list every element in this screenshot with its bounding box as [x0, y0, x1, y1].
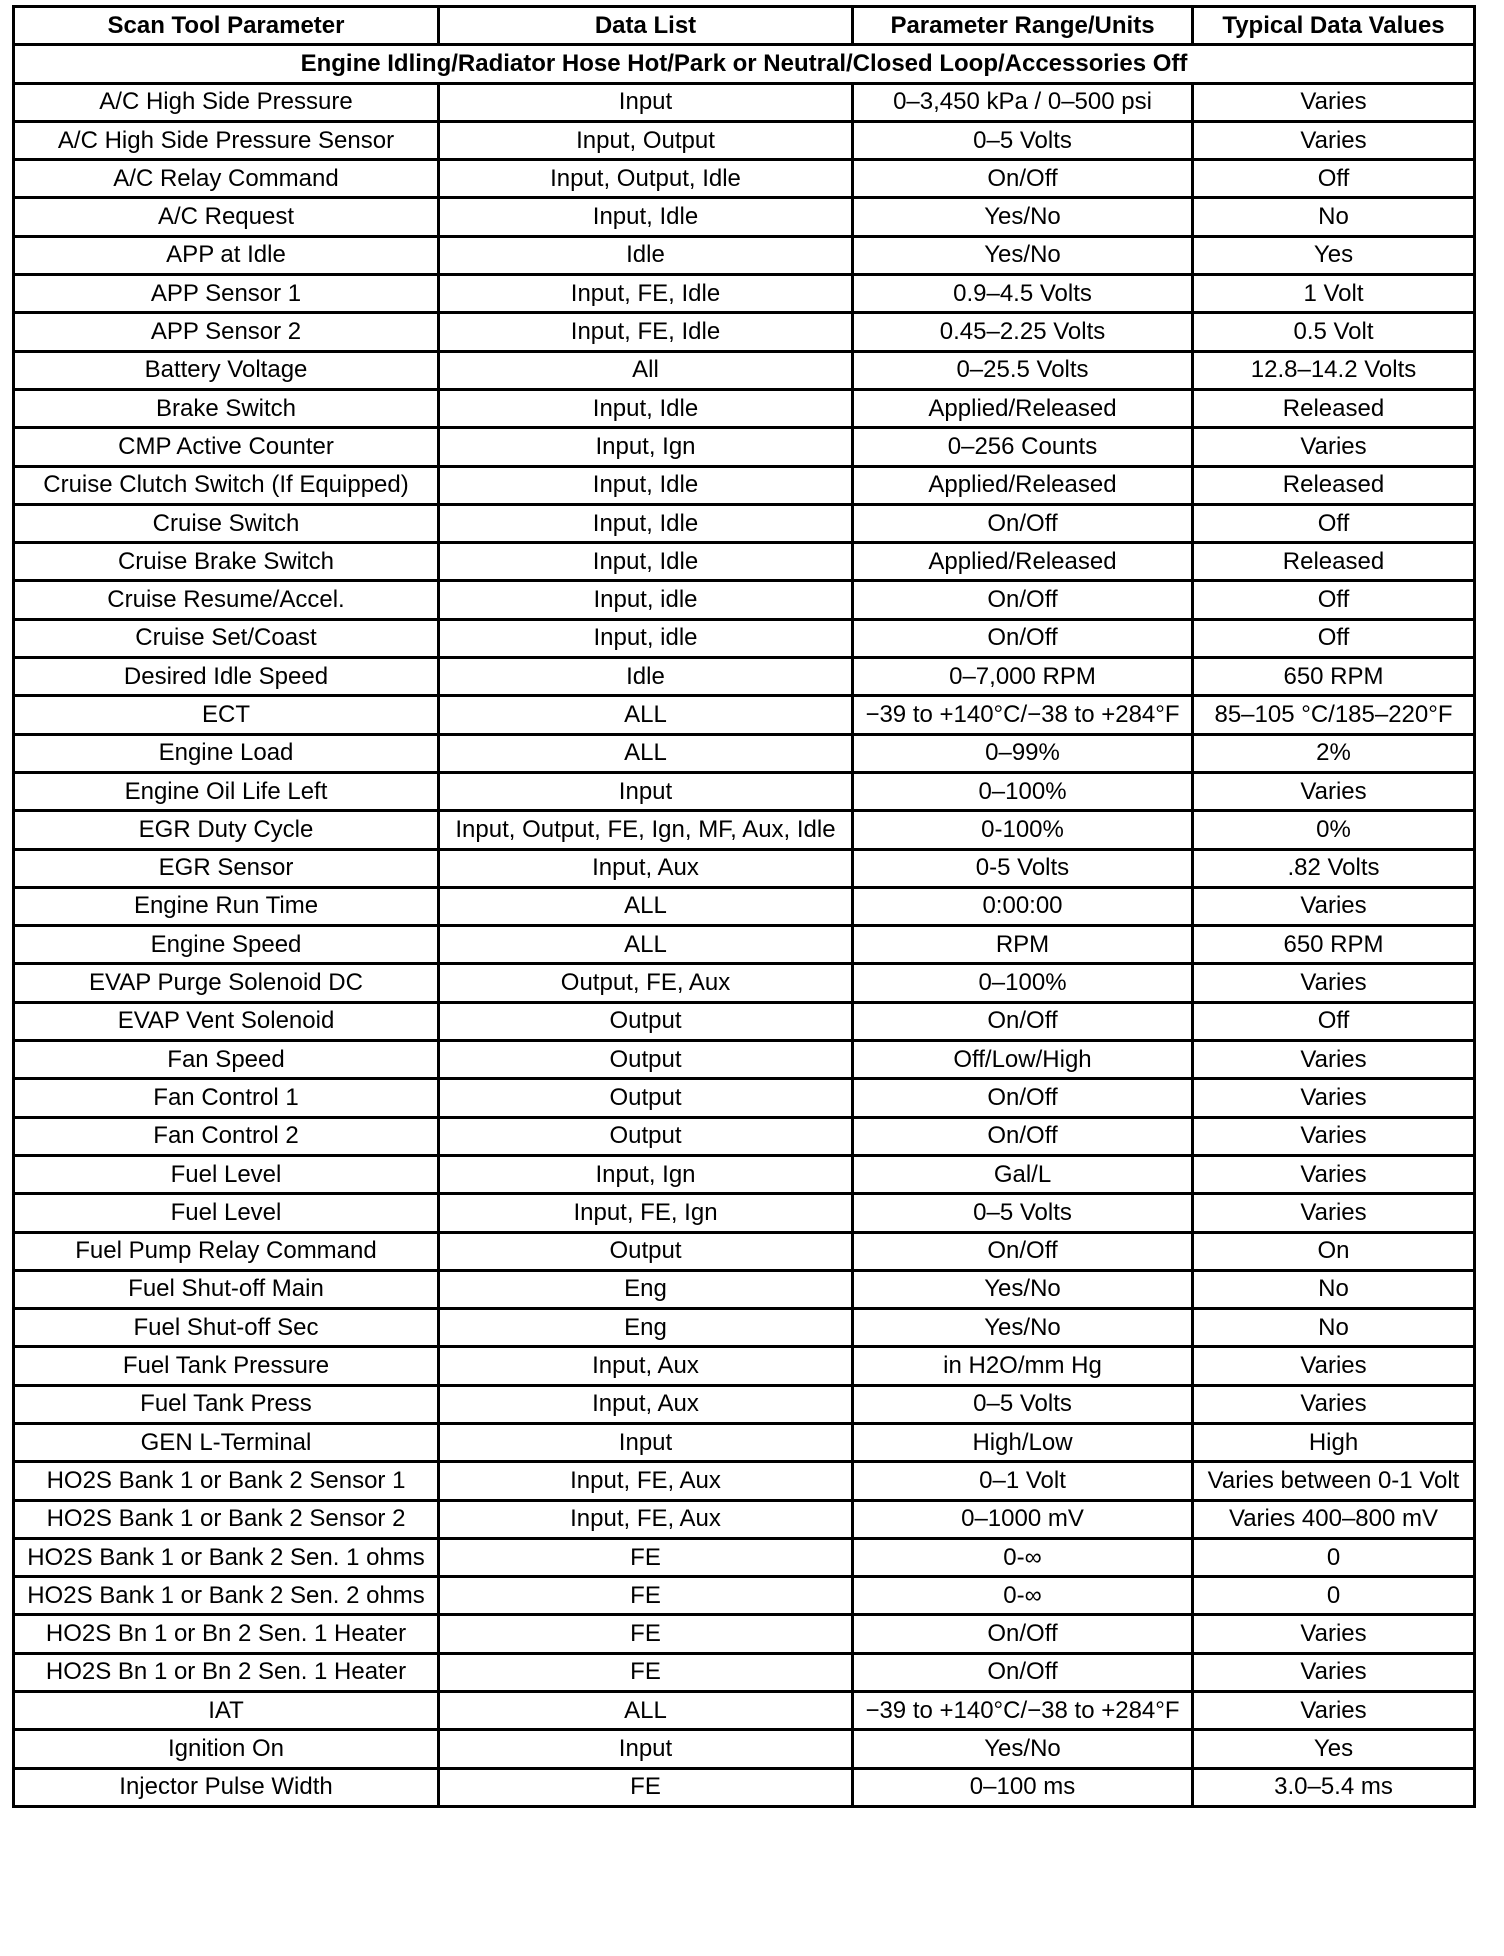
cell-parameter-range: −39 to +140°C/−38 to +284°F — [853, 1692, 1193, 1730]
cell-typical-value: Varies — [1193, 1347, 1475, 1385]
cell-data-list: Input — [439, 1423, 853, 1461]
cell-typical-value: 3.0–5.4 ms — [1193, 1768, 1475, 1806]
cell-typical-value: Varies between 0-1 Volt — [1193, 1462, 1475, 1500]
cell-typical-value: Released — [1193, 389, 1475, 427]
cell-scan-tool-parameter: HO2S Bank 1 or Bank 2 Sensor 1 — [14, 1462, 439, 1500]
cell-typical-value: On — [1193, 1232, 1475, 1270]
table-row — [14, 1462, 1475, 1500]
table-row — [14, 1002, 1475, 1040]
cell-parameter-range: 0–7,000 RPM — [853, 658, 1193, 696]
table-row — [14, 466, 1475, 504]
cell-parameter-range: Yes/No — [853, 1270, 1193, 1308]
cell-parameter-range: 0.45–2.25 Volts — [853, 313, 1193, 351]
cell-typical-value: Off — [1193, 581, 1475, 619]
cell-parameter-range: Applied/Released — [853, 466, 1193, 504]
cell-parameter-range: On/Off — [853, 1002, 1193, 1040]
cell-data-list: ALL — [439, 734, 853, 772]
test-condition: Engine Idling/Radiator Hose Hot/Park or Neutral/Closed Loop/Accessories Off — [14, 45, 1475, 83]
table-row — [14, 1423, 1475, 1461]
cell-parameter-range: 0-∞ — [853, 1538, 1193, 1576]
cell-data-list: Input, Idle — [439, 389, 853, 427]
table-row — [14, 1041, 1475, 1079]
cell-scan-tool-parameter: Fan Speed — [14, 1041, 439, 1079]
cell-typical-value: 0 — [1193, 1577, 1475, 1615]
cell-scan-tool-parameter: APP Sensor 1 — [14, 275, 439, 313]
cell-typical-value: 650 RPM — [1193, 926, 1475, 964]
cell-parameter-range: 0–25.5 Volts — [853, 351, 1193, 389]
cell-parameter-range: Yes/No — [853, 1730, 1193, 1768]
cell-typical-value: Varies — [1193, 887, 1475, 925]
cell-typical-value: Off — [1193, 504, 1475, 542]
table-row — [14, 658, 1475, 696]
cell-scan-tool-parameter: Fuel Tank Pressure — [14, 1347, 439, 1385]
header-typical-data-values: Typical Data Values — [1193, 7, 1475, 45]
table-row — [14, 543, 1475, 581]
cell-data-list: Input, Idle — [439, 466, 853, 504]
cell-scan-tool-parameter: A/C Request — [14, 198, 439, 236]
cell-parameter-range: 0:00:00 — [853, 887, 1193, 925]
table-row — [14, 1500, 1475, 1538]
table-row — [14, 313, 1475, 351]
table-row — [14, 428, 1475, 466]
header-row — [14, 7, 1475, 45]
cell-scan-tool-parameter: Brake Switch — [14, 389, 439, 427]
cell-parameter-range: On/Off — [853, 1232, 1193, 1270]
cell-scan-tool-parameter: Engine Oil Life Left — [14, 772, 439, 810]
table-row — [14, 1692, 1475, 1730]
cell-parameter-range: 0–1 Volt — [853, 1462, 1193, 1500]
cell-data-list: Input, FE, Idle — [439, 313, 853, 351]
cell-typical-value: Off — [1193, 619, 1475, 657]
table-row — [14, 581, 1475, 619]
cell-parameter-range: 0–100 ms — [853, 1768, 1193, 1806]
cell-typical-value: Yes — [1193, 1730, 1475, 1768]
cell-typical-value: Off — [1193, 1002, 1475, 1040]
cell-parameter-range: On/Off — [853, 1615, 1193, 1653]
cell-parameter-range: 0–5 Volts — [853, 1194, 1193, 1232]
cell-data-list: Input, FE, Ign — [439, 1194, 853, 1232]
cell-parameter-range: On/Off — [853, 1117, 1193, 1155]
table-row — [14, 121, 1475, 159]
cell-parameter-range: RPM — [853, 926, 1193, 964]
cell-typical-value: High — [1193, 1423, 1475, 1461]
condition-row — [14, 45, 1475, 83]
cell-data-list: Input — [439, 772, 853, 810]
cell-scan-tool-parameter: Cruise Resume/Accel. — [14, 581, 439, 619]
cell-scan-tool-parameter: A/C High Side Pressure Sensor — [14, 121, 439, 159]
cell-typical-value: Varies 400–800 mV — [1193, 1500, 1475, 1538]
cell-scan-tool-parameter: Injector Pulse Width — [14, 1768, 439, 1806]
cell-typical-value: 1 Volt — [1193, 275, 1475, 313]
cell-parameter-range: 0-∞ — [853, 1577, 1193, 1615]
cell-data-list: FE — [439, 1538, 853, 1576]
table-row — [14, 275, 1475, 313]
cell-scan-tool-parameter: Battery Voltage — [14, 351, 439, 389]
table-row — [14, 1309, 1475, 1347]
cell-data-list: Input — [439, 1730, 853, 1768]
cell-data-list: FE — [439, 1768, 853, 1806]
table-row — [14, 696, 1475, 734]
cell-parameter-range: 0–256 Counts — [853, 428, 1193, 466]
cell-data-list: Input, Aux — [439, 1385, 853, 1423]
cell-parameter-range: Off/Low/High — [853, 1041, 1193, 1079]
cell-parameter-range: High/Low — [853, 1423, 1193, 1461]
cell-scan-tool-parameter: Engine Run Time — [14, 887, 439, 925]
table-row — [14, 1155, 1475, 1193]
table-row — [14, 236, 1475, 274]
table-row — [14, 1653, 1475, 1691]
table-row — [14, 1615, 1475, 1653]
cell-parameter-range: Yes/No — [853, 236, 1193, 274]
cell-typical-value: Varies — [1193, 1155, 1475, 1193]
cell-parameter-range: On/Off — [853, 1653, 1193, 1691]
cell-scan-tool-parameter: HO2S Bank 1 or Bank 2 Sen. 2 ohms — [14, 1577, 439, 1615]
cell-scan-tool-parameter: A/C Relay Command — [14, 160, 439, 198]
header-scan-tool-parameter: Scan Tool Parameter — [14, 7, 439, 45]
cell-data-list: FE — [439, 1653, 853, 1691]
cell-typical-value: Varies — [1193, 1653, 1475, 1691]
table-row — [14, 849, 1475, 887]
cell-scan-tool-parameter: APP Sensor 2 — [14, 313, 439, 351]
cell-scan-tool-parameter: ECT — [14, 696, 439, 734]
scan-tool-data-table — [12, 5, 1476, 1808]
cell-data-list: Idle — [439, 658, 853, 696]
cell-parameter-range: 0–3,450 kPa / 0–500 psi — [853, 83, 1193, 121]
cell-scan-tool-parameter: Fuel Level — [14, 1155, 439, 1193]
table-header — [14, 7, 1475, 45]
cell-typical-value: 650 RPM — [1193, 658, 1475, 696]
table-row — [14, 926, 1475, 964]
table-row — [14, 160, 1475, 198]
cell-scan-tool-parameter: Engine Speed — [14, 926, 439, 964]
cell-typical-value: 85–105 °C/185–220°F — [1193, 696, 1475, 734]
cell-typical-value: No — [1193, 1270, 1475, 1308]
cell-scan-tool-parameter: APP at Idle — [14, 236, 439, 274]
cell-typical-value: Varies — [1193, 1041, 1475, 1079]
cell-scan-tool-parameter: Fuel Shut-off Sec — [14, 1309, 439, 1347]
cell-parameter-range: Yes/No — [853, 198, 1193, 236]
cell-data-list: Output — [439, 1117, 853, 1155]
table-row — [14, 1730, 1475, 1768]
cell-parameter-range: On/Off — [853, 160, 1193, 198]
cell-typical-value: Varies — [1193, 1079, 1475, 1117]
cell-data-list: Input, Output — [439, 121, 853, 159]
cell-typical-value: Varies — [1193, 772, 1475, 810]
table-row — [14, 734, 1475, 772]
cell-parameter-range: 0–99% — [853, 734, 1193, 772]
cell-data-list: Output — [439, 1232, 853, 1270]
cell-data-list: ALL — [439, 1692, 853, 1730]
cell-typical-value: 12.8–14.2 Volts — [1193, 351, 1475, 389]
table-row — [14, 1577, 1475, 1615]
table-row — [14, 1347, 1475, 1385]
cell-parameter-range: in H2O/mm Hg — [853, 1347, 1193, 1385]
cell-data-list: Input, Ign — [439, 1155, 853, 1193]
cell-typical-value: Varies — [1193, 1615, 1475, 1653]
cell-parameter-range: 0–5 Volts — [853, 121, 1193, 159]
cell-parameter-range: Gal/L — [853, 1155, 1193, 1193]
cell-parameter-range: 0-100% — [853, 811, 1193, 849]
cell-parameter-range: 0–100% — [853, 772, 1193, 810]
cell-parameter-range: On/Off — [853, 504, 1193, 542]
table-row — [14, 1538, 1475, 1576]
cell-scan-tool-parameter: Desired Idle Speed — [14, 658, 439, 696]
cell-scan-tool-parameter: HO2S Bank 1 or Bank 2 Sensor 2 — [14, 1500, 439, 1538]
cell-data-list: Input, FE, Aux — [439, 1500, 853, 1538]
cell-typical-value: No — [1193, 1309, 1475, 1347]
cell-scan-tool-parameter: Cruise Brake Switch — [14, 543, 439, 581]
cell-typical-value: Varies — [1193, 428, 1475, 466]
cell-scan-tool-parameter: Fuel Tank Press — [14, 1385, 439, 1423]
cell-data-list: Input, Aux — [439, 849, 853, 887]
cell-scan-tool-parameter: Ignition On — [14, 1730, 439, 1768]
cell-parameter-range: 0–5 Volts — [853, 1385, 1193, 1423]
cell-data-list: Input, Aux — [439, 1347, 853, 1385]
cell-typical-value: Varies — [1193, 83, 1475, 121]
cell-typical-value: Varies — [1193, 964, 1475, 1002]
cell-scan-tool-parameter: Fuel Pump Relay Command — [14, 1232, 439, 1270]
cell-parameter-range: Applied/Released — [853, 543, 1193, 581]
table-row — [14, 1232, 1475, 1270]
cell-parameter-range: 0-5 Volts — [853, 849, 1193, 887]
cell-typical-value: 0.5 Volt — [1193, 313, 1475, 351]
cell-parameter-range: Yes/No — [853, 1309, 1193, 1347]
cell-data-list: Input, Ign — [439, 428, 853, 466]
table-row — [14, 1768, 1475, 1806]
cell-data-list: FE — [439, 1577, 853, 1615]
cell-typical-value: Varies — [1193, 1385, 1475, 1423]
cell-scan-tool-parameter: EVAP Vent Solenoid — [14, 1002, 439, 1040]
table-row — [14, 964, 1475, 1002]
table-row — [14, 772, 1475, 810]
cell-scan-tool-parameter: Fuel Shut-off Main — [14, 1270, 439, 1308]
cell-typical-value: 0 — [1193, 1538, 1475, 1576]
cell-data-list: Input — [439, 83, 853, 121]
cell-parameter-range: On/Off — [853, 619, 1193, 657]
cell-parameter-range: 0.9–4.5 Volts — [853, 275, 1193, 313]
cell-parameter-range: −39 to +140°C/−38 to +284°F — [853, 696, 1193, 734]
cell-scan-tool-parameter: Engine Load — [14, 734, 439, 772]
cell-data-list: Idle — [439, 236, 853, 274]
cell-data-list: Output — [439, 1002, 853, 1040]
cell-typical-value: 2% — [1193, 734, 1475, 772]
table-row — [14, 198, 1475, 236]
cell-scan-tool-parameter: IAT — [14, 1692, 439, 1730]
table-row — [14, 1117, 1475, 1155]
cell-scan-tool-parameter: Cruise Clutch Switch (If Equipped) — [14, 466, 439, 504]
cell-typical-value: Varies — [1193, 1117, 1475, 1155]
table-row — [14, 351, 1475, 389]
cell-data-list: Input, Idle — [439, 504, 853, 542]
cell-typical-value: Off — [1193, 160, 1475, 198]
table-row — [14, 1194, 1475, 1232]
table-row — [14, 504, 1475, 542]
cell-scan-tool-parameter: HO2S Bn 1 or Bn 2 Sen. 1 Heater — [14, 1653, 439, 1691]
table-row — [14, 1270, 1475, 1308]
cell-data-list: ALL — [439, 696, 853, 734]
cell-typical-value: Varies — [1193, 121, 1475, 159]
cell-data-list: Input, idle — [439, 581, 853, 619]
table-row — [14, 389, 1475, 427]
table-row — [14, 811, 1475, 849]
cell-scan-tool-parameter: EGR Sensor — [14, 849, 439, 887]
cell-scan-tool-parameter: HO2S Bank 1 or Bank 2 Sen. 1 ohms — [14, 1538, 439, 1576]
cell-data-list: All — [439, 351, 853, 389]
table-body — [14, 45, 1475, 1807]
cell-data-list: Input, Output, Idle — [439, 160, 853, 198]
cell-scan-tool-parameter: EVAP Purge Solenoid DC — [14, 964, 439, 1002]
cell-data-list: ALL — [439, 887, 853, 925]
cell-data-list: Output — [439, 1079, 853, 1117]
cell-parameter-range: 0–1000 mV — [853, 1500, 1193, 1538]
cell-data-list: Input, Idle — [439, 543, 853, 581]
cell-typical-value: Varies — [1193, 1692, 1475, 1730]
table-row — [14, 83, 1475, 121]
cell-scan-tool-parameter: EGR Duty Cycle — [14, 811, 439, 849]
cell-data-list: Input, FE, Aux — [439, 1462, 853, 1500]
cell-data-list: ALL — [439, 926, 853, 964]
table-row — [14, 1079, 1475, 1117]
cell-parameter-range: 0–100% — [853, 964, 1193, 1002]
cell-scan-tool-parameter: HO2S Bn 1 or Bn 2 Sen. 1 Heater — [14, 1615, 439, 1653]
cell-typical-value: 0% — [1193, 811, 1475, 849]
cell-scan-tool-parameter: GEN L-Terminal — [14, 1423, 439, 1461]
cell-typical-value: Released — [1193, 466, 1475, 504]
cell-data-list: Eng — [439, 1270, 853, 1308]
cell-scan-tool-parameter: Cruise Set/Coast — [14, 619, 439, 657]
cell-data-list: Input, Output, FE, Ign, MF, Aux, Idle — [439, 811, 853, 849]
cell-scan-tool-parameter: CMP Active Counter — [14, 428, 439, 466]
header-parameter-range-units: Parameter Range/Units — [853, 7, 1193, 45]
table-row — [14, 887, 1475, 925]
cell-data-list: Input, idle — [439, 619, 853, 657]
cell-scan-tool-parameter: Fuel Level — [14, 1194, 439, 1232]
cell-typical-value: Varies — [1193, 1194, 1475, 1232]
cell-data-list: Input, Idle — [439, 198, 853, 236]
cell-scan-tool-parameter: Fan Control 2 — [14, 1117, 439, 1155]
cell-typical-value: Released — [1193, 543, 1475, 581]
cell-scan-tool-parameter: A/C High Side Pressure — [14, 83, 439, 121]
cell-parameter-range: Applied/Released — [853, 389, 1193, 427]
cell-scan-tool-parameter: Fan Control 1 — [14, 1079, 439, 1117]
cell-data-list: FE — [439, 1615, 853, 1653]
cell-parameter-range: On/Off — [853, 581, 1193, 619]
cell-data-list: Output, FE, Aux — [439, 964, 853, 1002]
table-row — [14, 1385, 1475, 1423]
header-data-list: Data List — [439, 7, 853, 45]
cell-typical-value: No — [1193, 198, 1475, 236]
cell-data-list: Eng — [439, 1309, 853, 1347]
cell-typical-value: Yes — [1193, 236, 1475, 274]
cell-scan-tool-parameter: Cruise Switch — [14, 504, 439, 542]
cell-typical-value: .82 Volts — [1193, 849, 1475, 887]
cell-parameter-range: On/Off — [853, 1079, 1193, 1117]
cell-data-list: Input, FE, Idle — [439, 275, 853, 313]
table-row — [14, 619, 1475, 657]
cell-data-list: Output — [439, 1041, 853, 1079]
